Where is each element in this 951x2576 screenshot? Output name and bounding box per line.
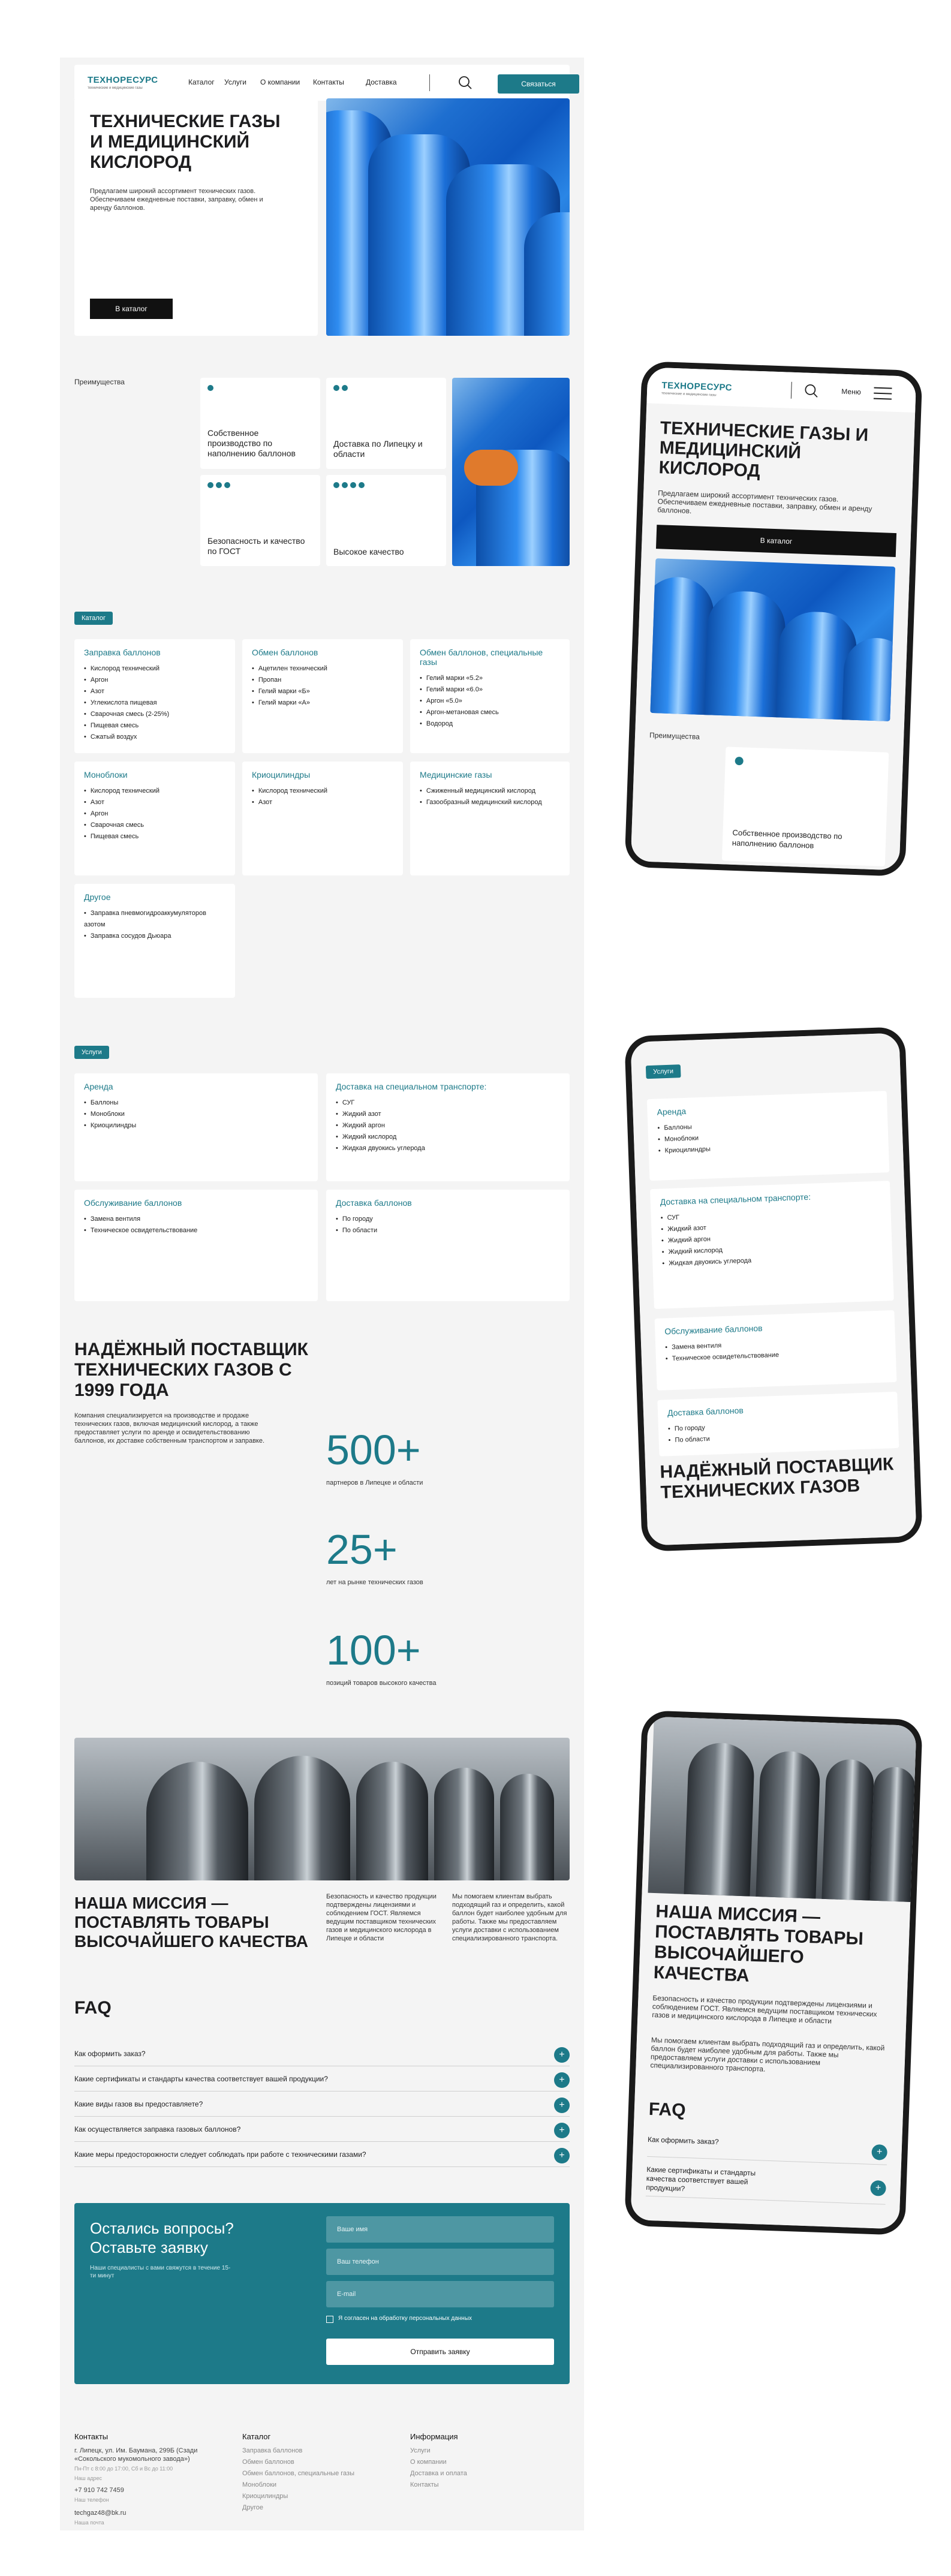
faq-row[interactable] xyxy=(74,2041,570,2066)
nav-contacts[interactable]: Контакты xyxy=(313,78,344,86)
list-item[interactable]: • Гелий марки «А» xyxy=(252,697,393,709)
plus-icon[interactable]: + xyxy=(871,2144,887,2160)
list-item[interactable]: • Жидкий азот xyxy=(661,1217,881,1236)
card-list xyxy=(252,786,393,808)
faq-question: Какие сертификаты и стандарты качества соответствует вашей продукции? xyxy=(646,2165,756,2193)
dots-4 xyxy=(333,482,365,488)
card-list xyxy=(660,1205,883,1270)
name-input[interactable] xyxy=(326,2216,554,2243)
list-item[interactable]: • Техническое освидетельствование xyxy=(666,1346,886,1365)
footer-info-heading: Информация xyxy=(410,2432,458,2441)
advantages-label: Преимущества xyxy=(74,378,125,386)
list-item[interactable]: • Аргон-метановая смесь xyxy=(420,707,560,718)
header-divider xyxy=(791,382,792,399)
phone-mission-title: НАША МИССИЯ — ПОСТАВЛЯТЬ ТОВАРЫ ВЫСОЧАЙШЕГО КАЧЕСТВА xyxy=(653,1901,864,1986)
advantage-text: Безопасность и качество по ГОСТ xyxy=(207,536,305,556)
list-card xyxy=(326,1073,570,1181)
cylinder-graphic xyxy=(146,1762,248,1880)
stat-value: 500+ xyxy=(326,1427,421,1473)
header-divider xyxy=(429,74,430,91)
advantage-text: Собственное производство по наполнению баллонов xyxy=(207,428,296,458)
phone-mockup-services xyxy=(624,1027,923,1552)
phone-catalog-button[interactable]: В каталог xyxy=(656,525,896,557)
list-item[interactable]: • Гелий марки «5.2» xyxy=(420,673,560,684)
hero-title: ТЕХНИЧЕСКИЕ ГАЗЫ И МЕДИЦИНСКИЙ КИСЛОРОД xyxy=(90,112,281,172)
mission-title: НАША МИССИЯ — ПОСТАВЛЯТЬ ТОВАРЫ ВЫСОЧАЙШЕГО КАЧЕСТВА xyxy=(74,1894,309,1951)
card-list xyxy=(420,786,560,808)
mission-photo xyxy=(74,1738,570,1880)
list-item[interactable]: • Сварочная смесь (2-25%) xyxy=(84,709,225,720)
list-item[interactable]: • Гелий марки «Б» xyxy=(252,686,393,697)
list-card xyxy=(242,762,403,875)
card-title[interactable]: Доставка на специальном транспорте: xyxy=(336,1082,487,1091)
consent-checkbox[interactable] xyxy=(326,2316,333,2323)
card-list xyxy=(84,1097,308,1131)
list-item[interactable]: • Кислород технический xyxy=(84,663,225,675)
list-card xyxy=(74,884,235,998)
card-list xyxy=(252,663,393,709)
desktop-page xyxy=(60,58,584,2530)
list-item[interactable]: • Жидкий кислород xyxy=(336,1131,560,1143)
faq-question: Как осуществляется заправка газовых баллонов? xyxy=(74,2125,241,2133)
list-item[interactable]: • По области xyxy=(336,1225,560,1236)
footer-link[interactable]: Обмен баллонов, специальные газы xyxy=(242,2470,354,2477)
list-card xyxy=(74,762,235,875)
hamburger-icon[interactable] xyxy=(874,387,892,400)
advantage-text: Высокое качество xyxy=(333,547,404,556)
logo-tagline: технические и медицинские газы xyxy=(661,392,717,398)
list-item[interactable]: • Сжатый воздух xyxy=(84,732,225,743)
advantage-card xyxy=(326,475,446,566)
dots-2 xyxy=(333,385,348,391)
hero-photo xyxy=(326,98,570,336)
list-card xyxy=(410,639,570,753)
list-card xyxy=(242,639,403,753)
phone-advantage-text: Собственное производство по наполнению баллонов xyxy=(732,827,842,850)
card-list xyxy=(668,1416,889,1446)
footer-address: г. Липецк, ул. Им. Баумана, 299Б (Сзади «Сокольского мукомольного завода») xyxy=(74,2447,198,2463)
phone-hero-text: Предлагаем широкий ассортимент технических газов. Обеспечиваем ежедневные поставки, заправку, обмен и аренду баллонов. xyxy=(657,489,872,516)
footer-email-note: Наша почта xyxy=(74,2520,104,2526)
faq-question: Какие виды газов вы предоставляете? xyxy=(74,2100,203,2108)
list-item[interactable]: • Азот xyxy=(252,797,393,808)
dots-3 xyxy=(207,482,230,488)
cylinder-graphic xyxy=(756,1750,821,1902)
card-list xyxy=(336,1097,560,1154)
list-item[interactable]: • Криоцилиндры xyxy=(658,1138,879,1157)
menu-label[interactable]: Меню xyxy=(841,387,861,396)
cylinder-graphic xyxy=(356,1762,428,1880)
card-list xyxy=(84,908,225,942)
list-item[interactable]: • Кислород технический xyxy=(84,786,225,797)
mission-text-2: Мы помогаем клиентам выбрать подходящий газ и определить, какой баллон будет наиболее удобным для работы. Также мы предоставляем услуги доставки с использованием специализированного транспорта. xyxy=(452,1893,567,1942)
list-card xyxy=(326,1190,570,1301)
list-card xyxy=(74,1190,318,1301)
card-list xyxy=(420,673,560,730)
cylinder-graphic xyxy=(500,1774,554,1880)
list-item[interactable]: • Аргон xyxy=(84,675,225,686)
faq-row[interactable] xyxy=(74,2066,570,2092)
stat-label: партнеров в Липецке и области xyxy=(326,1479,423,1486)
request-form xyxy=(74,2203,570,2384)
advantage-text: Доставка по Липецку и области xyxy=(333,439,423,459)
list-item[interactable]: • СУГ xyxy=(660,1205,881,1224)
phone-screen xyxy=(630,1716,916,2229)
list-item[interactable]: • Жидкий аргон xyxy=(336,1120,560,1131)
footer-link[interactable]: Криоцилиндры xyxy=(242,2493,288,2500)
email-input[interactable] xyxy=(326,2281,554,2307)
contact-button[interactable]: Связаться xyxy=(498,74,579,94)
card-title[interactable]: Другое xyxy=(84,892,111,902)
footer-phone-note: Наш телефон xyxy=(74,2497,109,2503)
list-item[interactable]: • Моноблоки xyxy=(658,1127,878,1146)
phone-advantage-card xyxy=(722,747,889,866)
list-item[interactable]: • Пищевая смесь xyxy=(84,831,225,842)
list-item[interactable]: • Азот xyxy=(84,797,225,808)
list-item[interactable]: • Жидкая двуокись углерода xyxy=(336,1143,560,1154)
footer-info-links xyxy=(410,2445,467,2491)
list-item[interactable]: • По области xyxy=(668,1427,889,1446)
phone-header xyxy=(646,367,916,413)
card-title[interactable]: Обслуживание баллонов xyxy=(664,1323,763,1337)
hero-text-card xyxy=(74,98,318,336)
logo[interactable] xyxy=(661,381,732,398)
dots-1 xyxy=(207,385,213,391)
list-item[interactable]: • Аргон xyxy=(84,808,225,820)
plus-icon[interactable]: + xyxy=(554,2047,570,2063)
stat-value: 100+ xyxy=(326,1627,421,1674)
phone-screen xyxy=(631,367,916,870)
phone-services-tag: Услуги xyxy=(646,1064,681,1079)
list-item[interactable]: • Моноблоки xyxy=(84,1109,308,1120)
list-item[interactable]: • Замена вентиля xyxy=(84,1214,308,1225)
phone-mockup-hero xyxy=(624,361,922,877)
nav-delivery[interactable]: Доставка xyxy=(366,78,397,86)
faq-row[interactable] xyxy=(74,2142,570,2167)
list-item[interactable]: • Водород xyxy=(420,718,560,730)
list-item[interactable]: • Пищевая смесь xyxy=(84,720,225,732)
footer-link[interactable]: Контакты xyxy=(410,2481,439,2488)
list-item[interactable]: • Баллоны xyxy=(84,1097,308,1109)
about-title: НАДЁЖНЫЙ ПОСТАВЩИК ТЕХНИЧЕСКИХ ГАЗОВ С 1999 ГОДА xyxy=(74,1340,308,1400)
list-item[interactable]: • Углекислота пищевая xyxy=(84,697,225,709)
stat-value: 25+ xyxy=(326,1526,398,1573)
list-card xyxy=(655,1310,897,1391)
list-item[interactable]: • Жидкий кислород xyxy=(661,1239,882,1259)
phone-mockup-mission xyxy=(624,1710,923,2235)
footer-link[interactable]: О компании xyxy=(410,2458,447,2466)
faq-row[interactable] xyxy=(74,2092,570,2117)
list-card xyxy=(410,762,570,875)
nav-catalog[interactable]: Каталог xyxy=(188,78,215,86)
consent-label: Я согласен на обработку персональных данных xyxy=(338,2315,473,2322)
footer-email[interactable]: techgaz48@bk.ru xyxy=(74,2509,127,2517)
phone-services-list xyxy=(630,1033,899,1042)
list-card xyxy=(74,1073,318,1181)
list-item[interactable]: • Гелий марки «6.0» xyxy=(420,684,560,696)
cylinder-graphic xyxy=(434,1768,494,1880)
phone-about-title: НАДЁЖНЫЙ ПОСТАВЩИК ТЕХНИЧЕСКИХ ГАЗОВ xyxy=(659,1454,894,1503)
plus-icon[interactable]: + xyxy=(554,2097,570,2113)
search-icon[interactable] xyxy=(804,384,819,402)
list-item[interactable]: • Заправка пневмогидроаккумуляторов азотом xyxy=(84,908,225,931)
footer-catalog-heading: Каталог xyxy=(242,2432,271,2441)
footer-address-note: Наш адрес xyxy=(74,2475,102,2481)
card-title[interactable]: Доставка баллонов xyxy=(336,1198,412,1208)
catalog-tag: Каталог xyxy=(74,612,113,625)
faq-row[interactable] xyxy=(74,2117,570,2142)
faq-question: Как оформить заказ? xyxy=(74,2050,146,2058)
list-item[interactable]: • Жидкий азот xyxy=(336,1109,560,1120)
phone-input[interactable] xyxy=(326,2249,554,2275)
card-title[interactable]: Моноблоки xyxy=(84,770,128,780)
cylinder-graphic xyxy=(524,212,570,336)
faq-question: Какие меры предосторожности следует соблюдать при работе с техническими газами? xyxy=(74,2150,366,2159)
form-title: Остались вопросы? Оставьте заявку xyxy=(90,2219,234,2256)
list-item[interactable]: • Баллоны xyxy=(657,1115,878,1134)
cylinder-graphic xyxy=(703,590,787,721)
footer-link[interactable]: Моноблоки xyxy=(242,2481,277,2488)
cylinder-graphic xyxy=(684,1742,756,1902)
list-item[interactable]: • Сжиженный медицинский кислород xyxy=(420,786,560,797)
phone-faq-row[interactable] xyxy=(647,2130,887,2165)
phone-faq-row[interactable] xyxy=(646,2160,887,2205)
phone-mission-photo xyxy=(648,1717,918,1902)
list-card xyxy=(657,1392,899,1456)
list-item[interactable]: • Жидкая двуокись углерода xyxy=(662,1251,883,1270)
footer-link[interactable]: Обмен баллонов xyxy=(242,2458,294,2466)
list-item[interactable]: • СУГ xyxy=(336,1097,560,1109)
plus-icon[interactable]: + xyxy=(870,2180,886,2196)
worker-photo xyxy=(452,378,570,566)
faq-question: Как оформить заказ? xyxy=(647,2135,719,2146)
list-item[interactable]: • По городу xyxy=(336,1214,560,1225)
card-list xyxy=(336,1214,560,1236)
plus-icon[interactable]: + xyxy=(554,2148,570,2163)
card-list xyxy=(84,1214,308,1236)
catalog-button[interactable]: В каталог xyxy=(90,299,173,319)
card-title[interactable]: Обслуживание баллонов xyxy=(84,1198,182,1208)
list-card xyxy=(74,639,235,753)
nav-services[interactable]: Услуги xyxy=(224,78,246,86)
footer-link[interactable]: Заправка баллонов xyxy=(242,2447,303,2454)
advantage-card xyxy=(200,475,320,566)
faq-question: Какие сертификаты и стандарты качества соответствует вашей продукции? xyxy=(74,2075,328,2083)
submit-button[interactable]: Отправить заявку xyxy=(326,2339,554,2365)
card-list xyxy=(657,1115,879,1157)
stat-label: лет на рынке технических газов xyxy=(326,1579,423,1586)
list-card xyxy=(650,1181,894,1309)
list-item[interactable]: • Техническое освидетельствование xyxy=(84,1225,308,1236)
cylinder-graphic xyxy=(821,1759,875,1902)
advantage-card xyxy=(200,378,320,469)
dots-1 xyxy=(735,757,743,765)
form-subtitle: Наши специалисты с вами свяжутся в течение 15-ти минут xyxy=(90,2265,231,2279)
phone-screen xyxy=(630,1033,916,1545)
card-title[interactable]: Доставка баллонов xyxy=(667,1405,744,1418)
card-title[interactable]: Обмен баллонов xyxy=(252,648,318,657)
header xyxy=(74,65,570,101)
phone-advantages-label: Преимущества xyxy=(649,730,700,741)
card-title[interactable]: Криоцилиндры xyxy=(252,770,311,780)
glove-graphic xyxy=(464,450,518,486)
cylinder-graphic xyxy=(869,1767,916,1902)
nav-about[interactable]: О компании xyxy=(260,78,300,86)
plus-icon[interactable]: + xyxy=(554,2072,570,2088)
logo-name: ТЕХНОРЕСУРС xyxy=(88,75,158,85)
list-item[interactable]: • Пропан xyxy=(252,675,393,686)
list-item[interactable]: • Криоцилиндры xyxy=(84,1120,308,1131)
footer-link[interactable]: Другое xyxy=(242,2504,263,2511)
card-title[interactable]: Медицинские газы xyxy=(420,770,492,780)
footer-catalog-links xyxy=(242,2445,354,2514)
phone-hero-photo xyxy=(650,558,895,721)
list-item[interactable]: • Газообразный медицинский кислород xyxy=(420,797,560,808)
faq-title: FAQ xyxy=(74,1998,112,2018)
footer-phone[interactable]: +7 910 742 7459 xyxy=(74,2487,124,2494)
stat-label: позиций товаров высокого качества xyxy=(326,1680,437,1687)
list-item[interactable]: • Заправка сосудов Дьюара xyxy=(84,931,225,942)
list-item[interactable]: • Аргон «5.0» xyxy=(420,696,560,707)
card-title[interactable]: Заправка баллонов xyxy=(84,648,161,657)
hero-text: Предлагаем широкий ассортимент технических газов. Обеспечиваем ежедневные поставки, заправку, обмен и аренду баллонов. xyxy=(90,188,263,212)
list-item[interactable]: • Сварочная смесь xyxy=(84,820,225,831)
footer-contacts-heading: Контакты xyxy=(74,2432,109,2441)
logo[interactable] xyxy=(88,76,158,90)
cylinder-graphic xyxy=(254,1756,350,1880)
advantage-card xyxy=(326,378,446,469)
phone-mission-text-2: Мы помогаем клиентам выбрать подходящий газ и определить, какой баллон будет наиболее удобным для работы. Также мы предоставляем услуги доставки с использованием специализированного транспорта. xyxy=(650,2035,885,2074)
about-text: Компания специализируется на производстве и продаже технических газов, включая медицинский кислород, а также предоставляет услуги по аренде и освидетельствованию баллонов, их доставке собственным транспортом и заправке. xyxy=(74,1412,265,1445)
card-title[interactable]: Доставка на специальном транспорте: xyxy=(660,1191,811,1207)
list-item[interactable]: • Жидкий аргон xyxy=(661,1228,882,1247)
list-item[interactable]: • Ацетилен технический xyxy=(252,663,393,675)
phone-faq-title: FAQ xyxy=(648,2099,687,2121)
plus-icon[interactable]: + xyxy=(554,2123,570,2138)
footer-link[interactable]: Услуги xyxy=(410,2447,431,2454)
list-item[interactable]: • Замена вентиля xyxy=(665,1335,886,1354)
phone-hero-title: ТЕХНИЧЕСКИЕ ГАЗЫ И МЕДИЦИНСКИЙ КИСЛОРОД xyxy=(658,418,869,482)
list-item[interactable]: • Кислород технический xyxy=(252,786,393,797)
card-title[interactable]: Аренда xyxy=(84,1082,113,1091)
mission-text-1: Безопасность и качество продукции подтверждены лицензиями и соблюдением ГОСТ. Являемся ведущим поставщиком технических газов и медицинского кислорода в Липецке и области xyxy=(326,1893,437,1942)
footer-link[interactable]: Доставка и оплата xyxy=(410,2470,467,2477)
card-list xyxy=(84,786,225,842)
footer-hours: Пн-Пт с 8:00 до 17:00, Сб и Вс до 11:00 xyxy=(74,2466,173,2472)
logo-tagline: технические и медицинские газы xyxy=(88,86,143,90)
card-title[interactable]: Аренда xyxy=(657,1106,687,1117)
list-item[interactable]: • Азот xyxy=(84,686,225,697)
card-title[interactable]: Обмен баллонов, специальные газы xyxy=(420,648,543,667)
logo-name: ТЕХНОРЕСУРС xyxy=(661,380,733,393)
list-card xyxy=(647,1091,890,1181)
search-icon[interactable] xyxy=(458,76,473,93)
services-tag: Услуги xyxy=(74,1046,109,1059)
phone-mission-text-1: Безопасность и качество продукции подтверждены лицензиями и соблюдением ГОСТ. Являемся ведущим поставщиком технических газов и медицинского кислорода в Липецке и области xyxy=(652,1993,877,2026)
card-list xyxy=(665,1335,886,1365)
list-item[interactable]: • По городу xyxy=(668,1416,889,1435)
card-list xyxy=(84,663,225,743)
